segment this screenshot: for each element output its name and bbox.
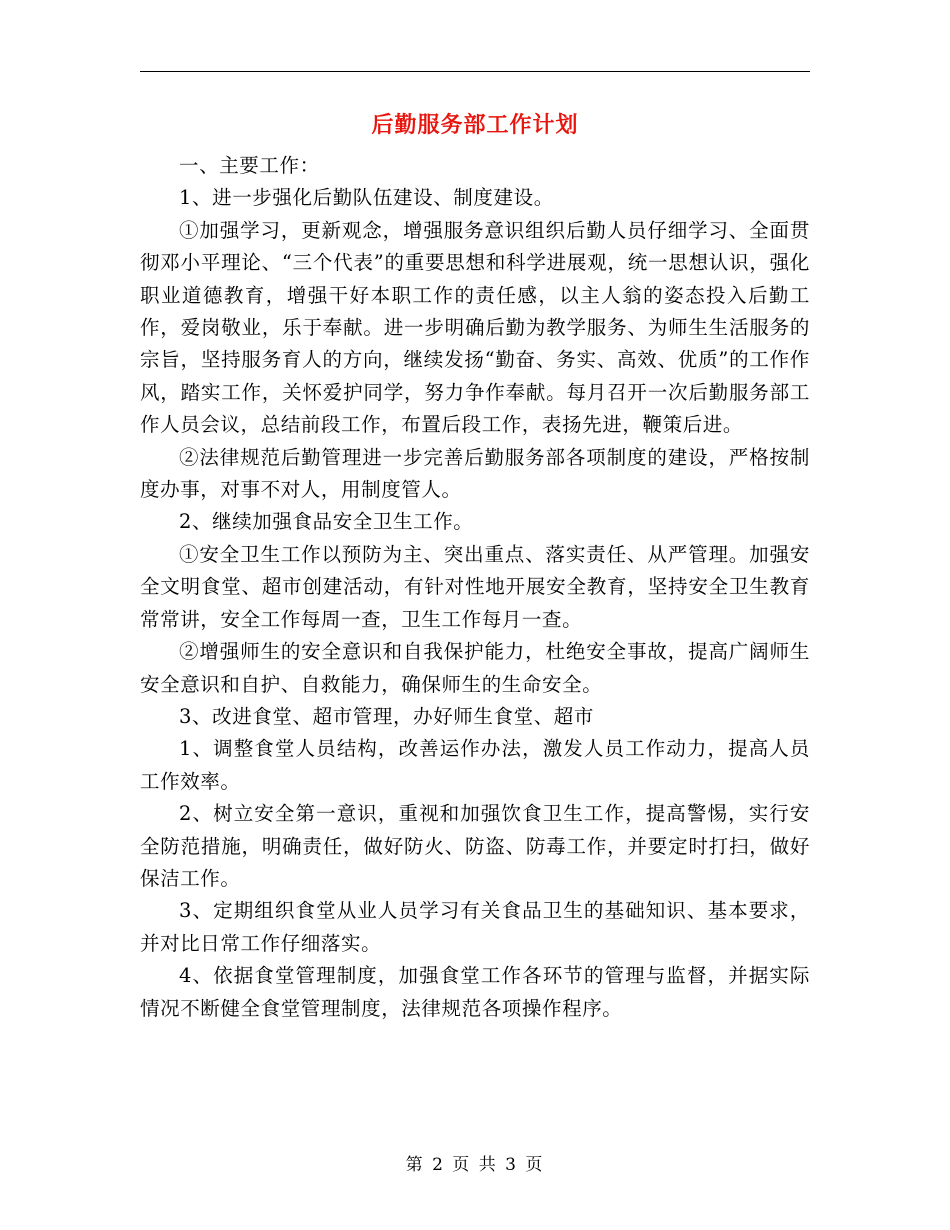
item-2-heading: 2、继续加强食品安全卫生工作。 bbox=[179, 510, 474, 534]
document-title: 后勤服务部工作计划 bbox=[371, 112, 579, 138]
item-3-sub-2: 2、树立安全第一意识，重视和加强饮食卫生工作，提高警惕，实行安全防范措施，明确责任，做好防火、防盗、防毒工作，并要定时打扫，做好保洁工作。 bbox=[140, 802, 810, 890]
item-3-heading: 3、改进食堂、超市管理，办好师生食堂、超市 bbox=[179, 704, 595, 728]
item-2-point-1: ①安全卫生工作以预防为主、突出重点、落实责任、从严管理。加强安全文明食堂、超市创建活动，有针对性地开展安全教育，坚持安全卫生教育常常讲，安全工作每周一查，卫生工作每月一查。 bbox=[140, 542, 810, 631]
document-body bbox=[140, 150, 810, 1025]
page-number: 第 2 页 共 3 页 bbox=[405, 1155, 545, 1175]
item-1-point-2: ②法律规范后勤管理进一步完善后勤服务部各项制度的建设，严格按制度办事，对事不对人，用制度管人。 bbox=[140, 445, 810, 502]
item-2-point-2: ②增强师生的安全意识和自我保护能力，杜绝安全事故，提高广阔师生安全意识和自护、自救能力，确保师生的生命安全。 bbox=[140, 640, 810, 696]
item-3-sub-4: 4、依据食堂管理制度，加强食堂工作各环节的管理与监督，并据实际情况不断健全食堂管理制度，法律规范各项操作程序。 bbox=[140, 964, 810, 1020]
item-1-heading: 1、进一步强化后勤队伍建设、制度建设。 bbox=[179, 186, 554, 210]
header-rule bbox=[140, 71, 810, 72]
item-3-sub-3: 3、定期组织食堂从业人员学习有关食品卫生的基础知识、基本要求，并对比日常工作仔细落实。 bbox=[140, 899, 810, 955]
item-1-point-1: ①加强学习，更新观念，增强服务意识组织后勤人员仔细学习、全面贯彻邓小平理论、“三个代表”的重要思想和科学进展观，统一思想认识，强化职业道德教育，增强干好本职工作的责任感，以主人翁的姿态投入后勤工作，爱岗敬业，乐于奉献。进一步明确后勤为教学服务、为师生生活服务的宗旨，坚持服务育人的方向，继续发扬“勤奋、务实、高效、优质”的工作作风，踏实工作，关怀爱护同学，努力争作奉献。每月召开一次后勤服务部工作人员会议，总结前段工作，布置后段工作，表扬先进，鞭策后进。 bbox=[140, 218, 810, 437]
section-heading-main-work: 一、主要工作： bbox=[179, 154, 320, 177]
item-3-sub-1: 1、调整食堂人员结构，改善运作办法，激发人员工作动力，提高人员工作效率。 bbox=[140, 737, 810, 793]
